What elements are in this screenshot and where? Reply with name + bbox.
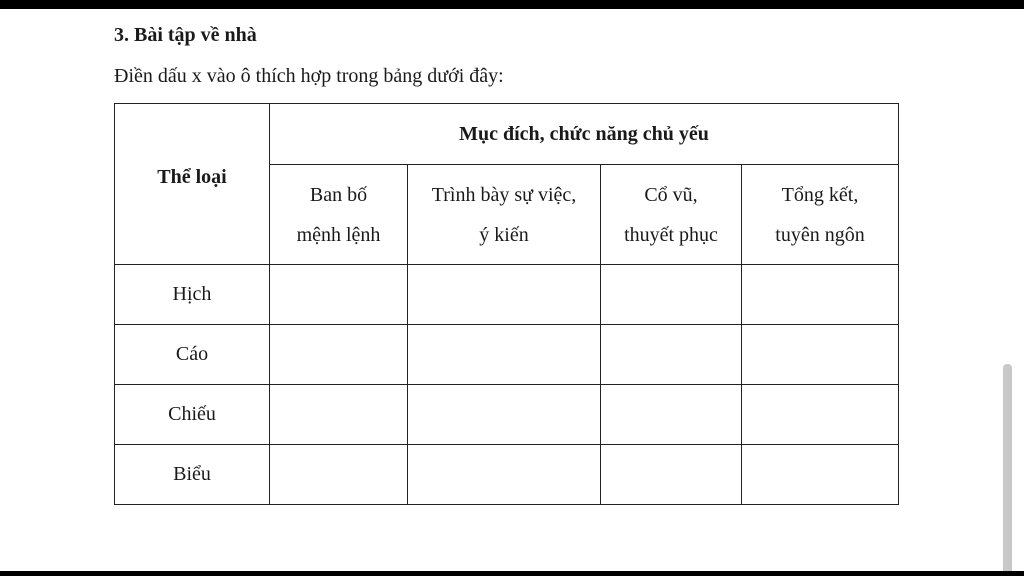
column-header-co-vu <box>601 165 742 265</box>
table-cell[interactable] <box>408 325 601 385</box>
genre-header: Thể loại <box>115 104 270 265</box>
column-header-line: Cổ vũ, <box>644 183 698 206</box>
table-cell[interactable] <box>742 265 899 325</box>
table-cell[interactable] <box>742 445 899 505</box>
column-header-line: tuyên ngôn <box>775 223 865 246</box>
table-cell[interactable] <box>408 385 601 445</box>
table-row <box>115 265 899 325</box>
top-frame-bar <box>0 0 1024 9</box>
row-label: Cáo <box>115 325 270 385</box>
table-row <box>115 325 899 385</box>
table-cell[interactable] <box>601 445 742 505</box>
instruction-text: Điền dấu x vào ô thích hợp trong bảng dưới đây: <box>114 65 504 87</box>
bottom-frame-bar <box>0 571 1024 576</box>
column-header-line: Trình bày sự việc, <box>431 183 577 206</box>
column-header-ban-bo <box>270 165 408 265</box>
table-cell[interactable] <box>742 385 899 445</box>
exercise-table <box>114 103 899 505</box>
vertical-scrollbar[interactable] <box>1003 364 1012 576</box>
row-label: Biểu <box>115 445 270 505</box>
row-label: Chiếu <box>115 385 270 445</box>
column-header-line: thuyết phục <box>624 223 718 246</box>
purpose-header: Mục đích, chức năng chủ yếu <box>270 104 899 165</box>
column-header-line: ý kiến <box>479 223 529 246</box>
column-header-line: Tổng kết, <box>781 183 859 206</box>
table-cell[interactable] <box>408 445 601 505</box>
column-header-tong-ket <box>742 165 899 265</box>
table-cell[interactable] <box>408 265 601 325</box>
table-row <box>115 445 899 505</box>
table-row <box>115 385 899 445</box>
column-header-trinh-bay <box>408 165 601 265</box>
column-header-line: mệnh lệnh <box>296 223 381 246</box>
column-header-line: Ban bố <box>309 183 368 206</box>
row-label: Hịch <box>115 265 270 325</box>
table-cell[interactable] <box>601 385 742 445</box>
section-heading: 3. Bài tập về nhà <box>114 24 257 46</box>
table-cell[interactable] <box>270 385 408 445</box>
table-cell[interactable] <box>742 325 899 385</box>
table-cell[interactable] <box>601 325 742 385</box>
table-cell[interactable] <box>270 265 408 325</box>
table-cell[interactable] <box>601 265 742 325</box>
table-cell[interactable] <box>270 445 408 505</box>
table-cell[interactable] <box>270 325 408 385</box>
